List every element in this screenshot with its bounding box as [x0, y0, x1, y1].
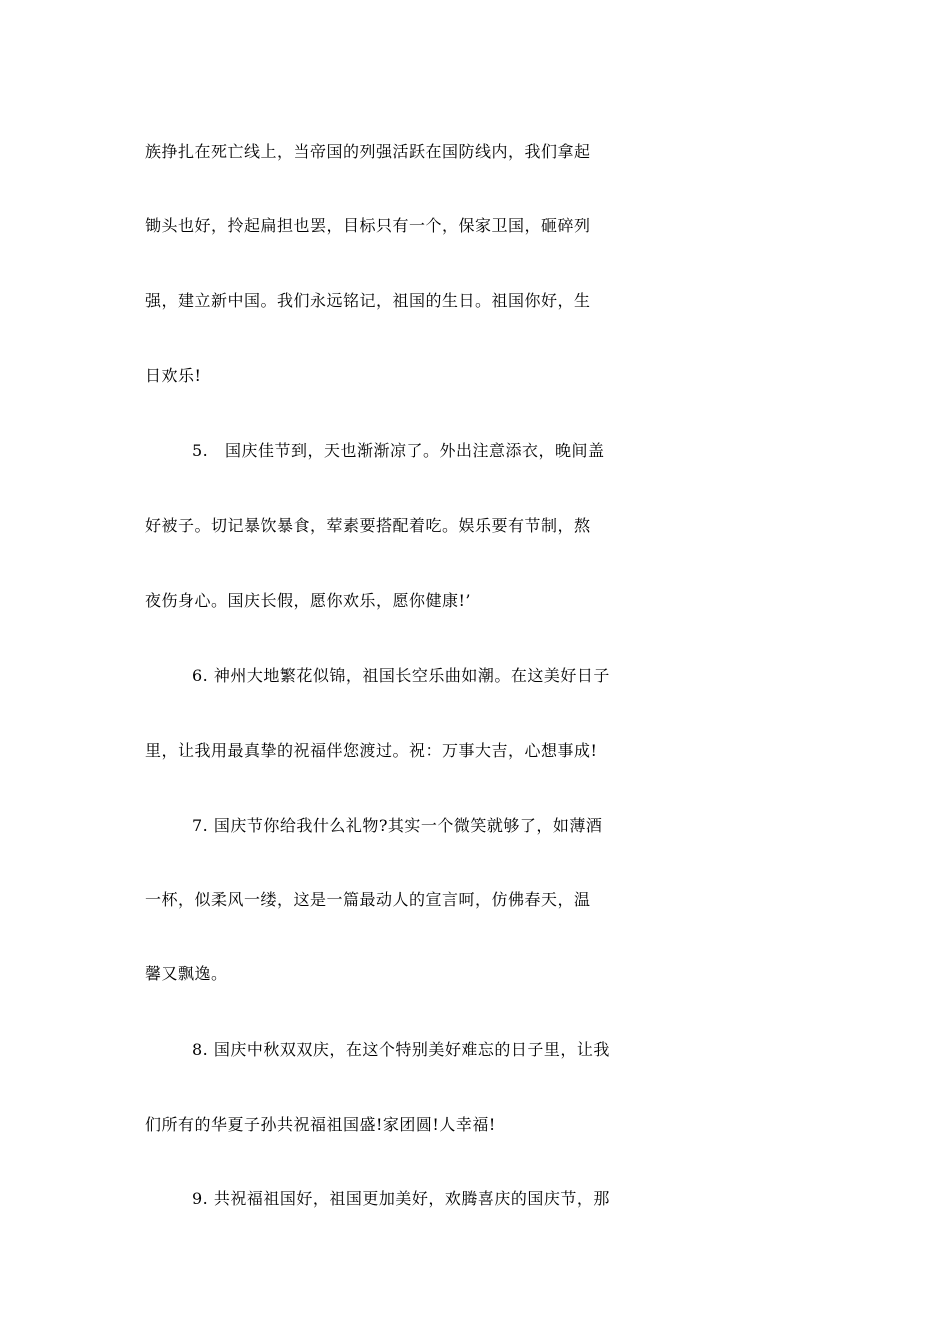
- text-line: 们所有的华夏子孙共祝福祖国盛!家团圆!人幸福!: [145, 1115, 496, 1134]
- text-line: 锄头也好，拎起扁担也罢，目标只有一个，保家卫国，砸碎列: [145, 216, 591, 235]
- text-line: 一杯，似柔风一缕，这是一篇最动人的宣言呵，仿佛春天，温: [145, 890, 591, 909]
- text-line: 夜伤身心。国庆长假，愿你欢乐，愿你健康!’: [145, 591, 472, 610]
- text-line: 强，建立新中国。我们永远铭记，祖国的生日。祖国你好，生: [145, 291, 591, 310]
- list-item-7-line: 7. 国庆节你给我什么礼物?其实一个微笑就够了，如薄酒: [192, 816, 603, 835]
- list-item-6-line: 6. 神州大地繁花似锦，祖国长空乐曲如潮。在这美好日子: [192, 666, 610, 685]
- text-line: 馨又飘逸。: [145, 964, 228, 983]
- text-line: 族挣扎在死亡线上，当帝国的列强活跃在国防线内，我们拿起: [145, 142, 591, 161]
- list-item-9-line: 9. 共祝福祖国好，祖国更加美好，欢腾喜庆的国庆节，那: [192, 1189, 610, 1208]
- list-item-8-line: 8. 国庆中秋双双庆，在这个特别美好难忘的日子里，让我: [192, 1040, 610, 1059]
- list-item-5-line: 5. 国庆佳节到，天也渐渐凉了。外出注意添衣，晚间盖: [192, 441, 605, 460]
- text-line: 里，让我用最真挚的祝福伴您渡过。祝：万事大吉，心想事成!: [145, 741, 598, 760]
- text-line: 好被子。切记暴饮暴食，荤素要搭配着吃。娱乐要有节制，熬: [145, 516, 591, 535]
- text-line: 日欢乐!: [145, 366, 202, 385]
